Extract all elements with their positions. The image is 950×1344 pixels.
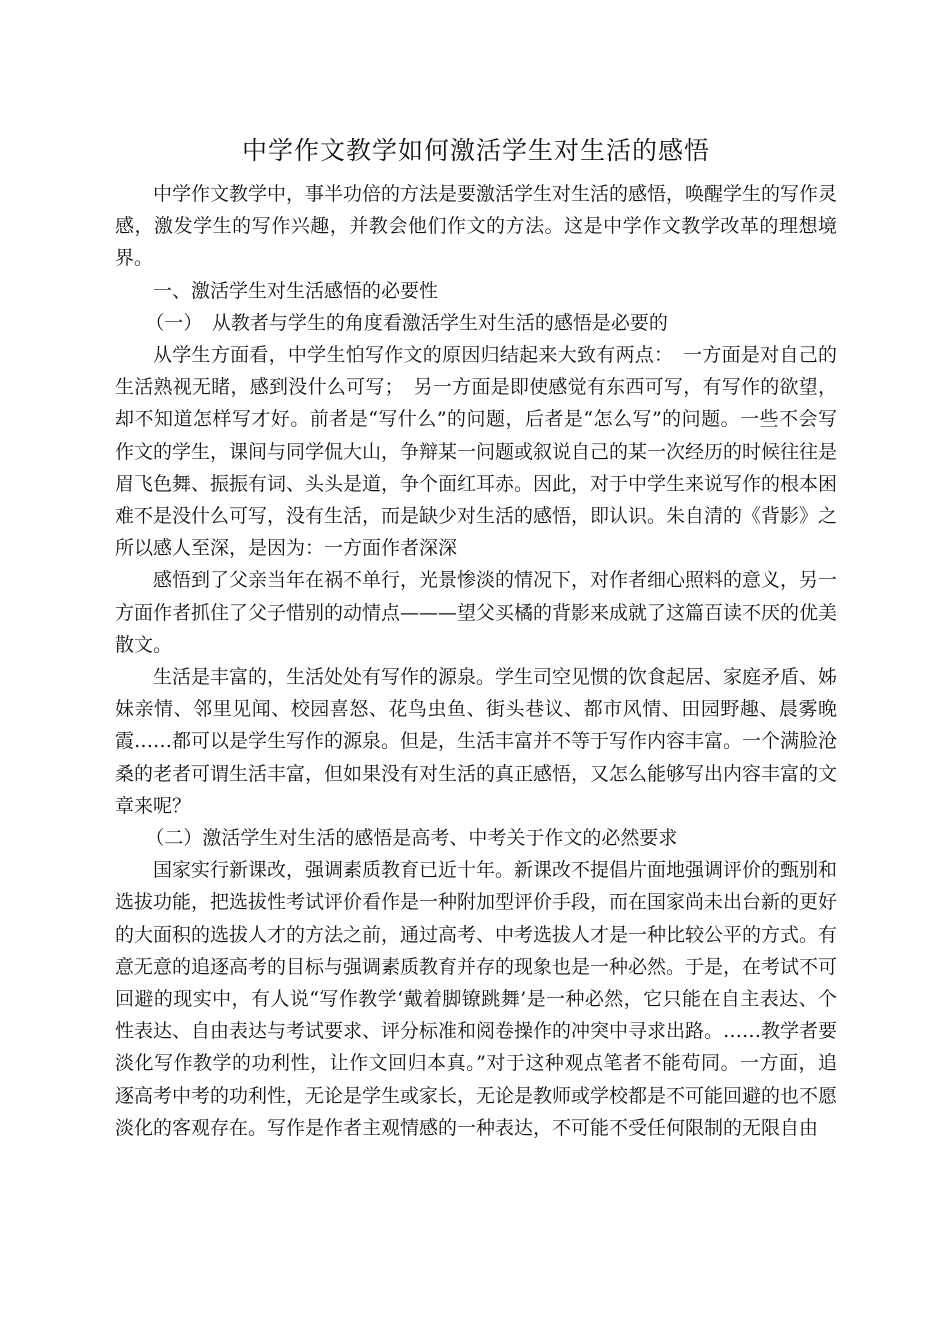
body-paragraph: 国家实行新课改，强调素质教育已近十年。新课改不提倡片面地强调评价的甄别和选拔功能，把选拔性考试评价看作是一种附加型评价手段，而在国家尚未出台新的更好的大面积的选拔人才的方法之前，通过高考、中考选拔人才是一种比较公平的方式。有意无意的追逐高考的目标与强调素质教育并存的现象也是一种必然。于是，在考试不可回避的现实中，有人说“写作教学‘戴着脚镣跳舞’是一种必然，它只能在自主表达、个性表达、自由表达与考试要求、评分标准和阅卷操作的冲突中寻求出路。……教学者要淡化写作教学的功利性，让作文回归本真。”对于这种观点笔者不能苟同。一方面，追逐高考中考的功利性，无论是学生或家长，无论是教师或学校都是不可能回避的也不愿淡化的客观存在。写作是作者主观情感的一种表达，不可能不受任何限制的无限自由 <box>115 859 838 1139</box>
intro-paragraph: 中学作文教学中，事半功倍的方法是要激活学生对生活的感悟，唤醒学生的写作灵感，激发学生的写作兴趣，并教会他们作文的方法。这是中学作文教学改革的理想境界。 <box>115 183 838 270</box>
subsection-heading-1: （一） 从教者与学生的角度看激活学生对生活的感悟是必要的 <box>145 311 668 334</box>
section-heading-1: 一、激活学生对生活感悟的必要性 <box>153 279 439 302</box>
document-body <box>115 126 837 1144</box>
body-paragraph: 生活是丰富的，生活处处有写作的源泉。学生司空见惯的饮食起居、家庭矛盾、姊妹亲情、邻里见闻、校园喜怒、花鸟虫鱼、街头巷议、都市风情、田园野趣、晨雾晚霞……都可以是学生写作的源泉。但是，生活丰富并不等于写作内容丰富。一个满脸沧桑的老者可谓生活丰富，但如果没有对生活的真正感悟，又怎么能够写出内容丰富的文章来呢？ <box>115 666 838 817</box>
body-paragraph: 感悟到了父亲当年在祸不单行，光景惨淡的情况下，对作者细心照料的意义，另一方面作者抓住了父子惜别的动情点———望父买橘的背影来成就了这篇百读不厌的优美散文。 <box>115 569 838 656</box>
subsection-heading-2: （二）激活学生对生活的感悟是高考、中考关于作文的必然要求 <box>145 827 678 850</box>
body-paragraph: 从学生方面看，中学生怕写作文的原因归结起来大致有两点： 一方面是对自己的生活熟视无睹，感到没什么可写； 另一方面是即使感觉有东西可写，有写作的欲望，却不知道怎样写才好。前者是“写什么”的问题，后者是“怎么写”的问题。一些不会写作文的学生，课间与同学侃大山，争辩某一问题或叙说自己的某一次经历的时候往往是眉飞色舞、振振有词、头头是道，争个面红耳赤。因此，对于中学生来说写作的根本困难不是没什么可写，没有生活，而是缺少对生活的感悟，即认识。朱自清的《背影》之所以感人至深，是因为：一方面作者深深 <box>115 344 838 560</box>
paragraph-list <box>115 178 837 1144</box>
document-title: 中学作文教学如何激活学生对生活的感悟 <box>241 136 710 165</box>
